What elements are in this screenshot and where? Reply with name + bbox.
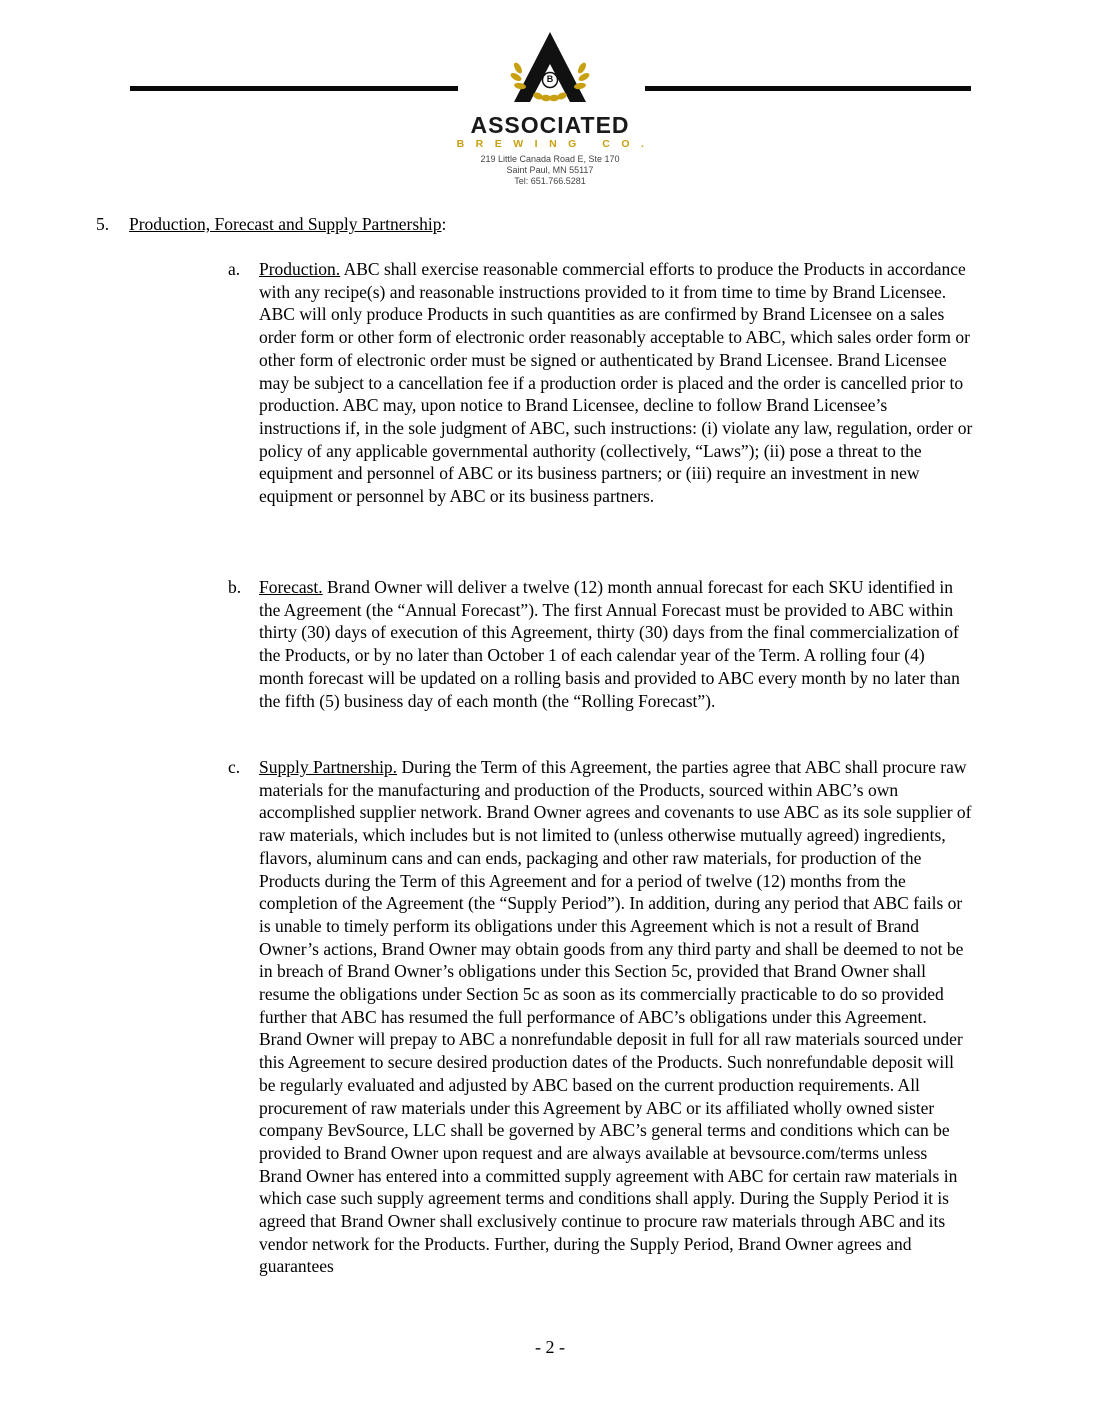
clause-heading: Supply Partnership. (259, 757, 398, 777)
address-line-2: Saint Paul, MN 55117 (506, 165, 594, 175)
clause-marker: c. (228, 757, 241, 777)
section-colon: : (441, 214, 447, 234)
phone-number: Tel: 651.766.5281 (514, 176, 586, 186)
section-title: Production, Forecast and Supply Partnership (129, 214, 442, 234)
clause-marker: a. (228, 259, 241, 279)
clause-body: ABC shall exercise reasonable commercial efforts to produce the Products in accordance with any recipe(s) and reasonable instructions provided to it from time to time by Brand Licensee. ABC will only produce Products in such quantities as are confirmed by Brand Licensee on a sales order form or other form of electronic order reasonably acceptable to ABC, which sales order form or other form of electronic order must be signed or authenticated by Brand Licensee. Brand Licensee may be subject to a cancellation fee if a production order is placed and the order is cancelled prior to production. ABC may, upon notice to Brand Licensee, decline to follow Brand Licensee’s instructions if, in the sole judgment of ABC, such instructions: (i) violate any law, regulation, order or policy of any applicable governmental authority (collectively, “Laws”); (ii) pose a threat to the equipment and personnel of ABC or its business partners; or (iii) require an investment in new equipment or personnel by ABC or its business partners. (259, 259, 973, 507)
section-number: 5. (96, 214, 110, 234)
company-subtitle: BREWING CO. (456, 138, 656, 150)
logo-letter: B (546, 74, 554, 84)
clause-heading: Production. (259, 259, 341, 279)
header-rule-left (130, 86, 458, 91)
clause-body: During the Term of this Agreement, the parties agree that ABC shall procure raw materials for the manufacturing and production of the Products, sourced within ABC’s own accomplished supplier network. Brand Owner agrees and covenants to use ABC as its sole supplier of raw materials, which includes but is not limited to (unless otherwise mutually agreed) ingredients, flavors, aluminum cans and can ends, packaging and other raw materials, for production of the Products during the Term of this Agreement and for a period of twelve (12) months from the completion of the Agreement (the “Supply Period”). In addition, during any period that ABC fails or is unable to timely perform its obligations under this Agreement which is not a result of Brand Owner’s actions, Brand Owner may obtain goods from any third party and shall be deemed to not be in breach of Brand Owner’s obligations under this Section 5c, provided that Brand Owner shall resume the obligations under Section 5c as soon as its commercially practicable to do so provided further that ABC has resumed the full performance of ABC’s obligations under this Agreement. Brand Owner will prepay to ABC a nonrefundable deposit in full for all raw materials sourced under this Agreement to secure desired production dates of the Products. Such nonrefundable deposit will be regularly evaluated and adjusted by ABC based on the current production requirements. All procurement of raw materials under this Agreement by ABC or its affiliated wholly owned sister company BevSource, LLC shall be governed by ABC’s general terms and conditions which can be provided to Brand Owner upon request and are always available at bevsource.com/terms unless Brand Owner has entered into a committed supply agreement with ABC for certain raw materials in which case such supply agreement terms and conditions shall apply. During the Supply Period it is agreed that Brand Owner shall exclusively continue to procure raw materials through ABC and its vendor network for the Products. Further, during the Supply Period, Brand Owner agrees and guarantees (259, 757, 972, 1277)
header-rule-right (645, 86, 971, 91)
section-heading (96, 213, 446, 236)
clause-text (259, 258, 973, 508)
clause-supply-partnership (228, 756, 973, 1278)
clause-heading: Forecast. (259, 577, 323, 597)
page-number: - 2 - (535, 1337, 565, 1357)
clause-marker: b. (228, 577, 242, 597)
clause-text (259, 756, 973, 1278)
address-line-1: 219 Little Canada Road E, Ste 170 (480, 154, 620, 164)
clause-text (259, 576, 973, 712)
clause-production (228, 258, 973, 508)
clause-forecast (228, 576, 973, 712)
company-logo-icon (508, 30, 592, 106)
company-name: ASSOCIATED (470, 112, 630, 138)
clause-body: Brand Owner will deliver a twelve (12) month annual forecast for each SKU identified in the Agreement (the “Annual Forecast”). The first Annual Forecast must be provided to ABC within thirty (30) days of execution of this Agreement, thirty (30) days from the final commercialization of the Products, or by no later than October 1 of each calendar year of the Term. A rolling four (4) month forecast will be updated on a rolling basis and provided to ABC every month by no later than the fifth (5) business day of each month (the “Rolling Forecast”). (259, 577, 960, 711)
